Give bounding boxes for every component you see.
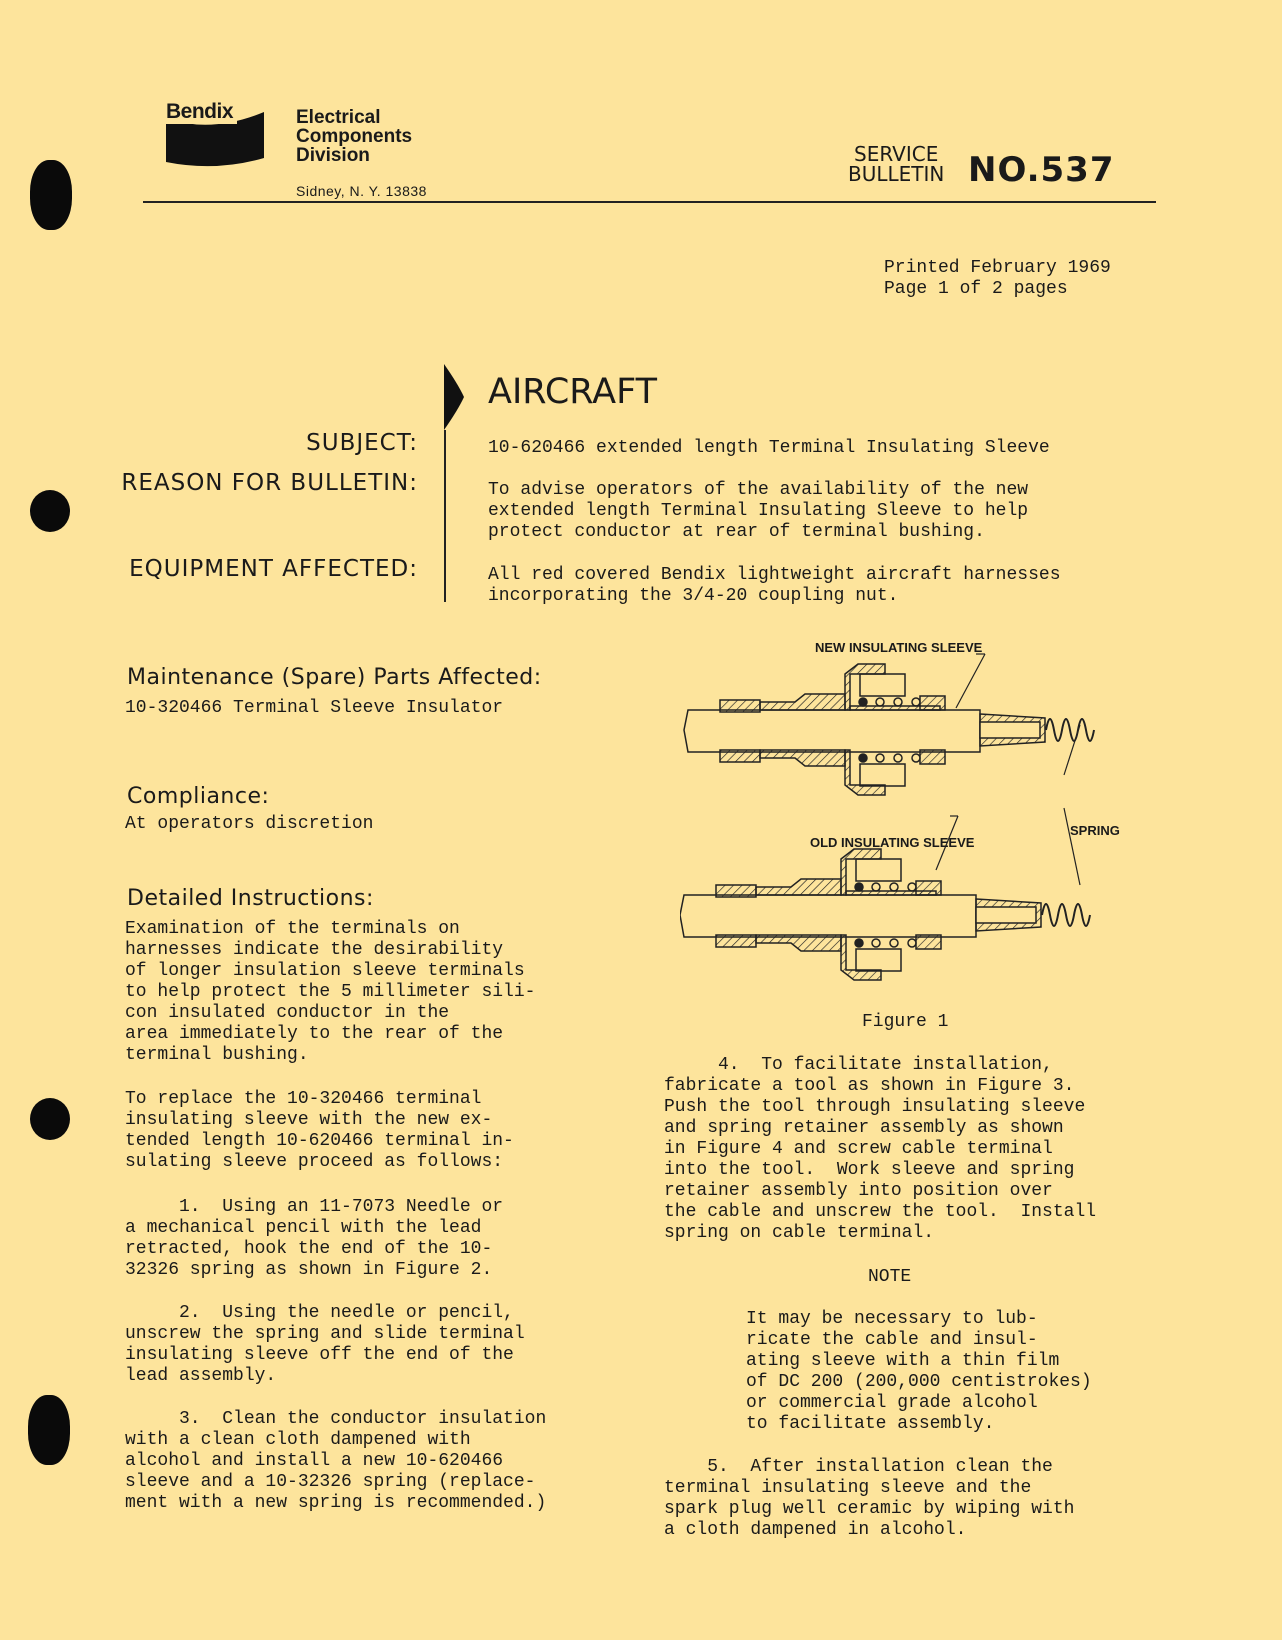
logo-text: Bendix — [166, 100, 237, 124]
text-line: Push the tool through insulating sleeve — [664, 1097, 1086, 1117]
label-spring: SPRING — [1070, 823, 1120, 838]
figure-1 — [680, 630, 1140, 1020]
reason-value: To advise operators of the availability of the new extended length Terminal Insulating Sleeve to help protect conductor at rear of terminal bushing. — [488, 480, 1029, 542]
binder-hole — [28, 1395, 70, 1465]
text-line: of DC 200 (200,000 centistrokes) — [746, 1372, 1092, 1392]
text-line: sleeve and a 10-32326 spring (replace- — [125, 1472, 536, 1492]
text-line: lead assembly. — [125, 1366, 277, 1386]
instructions-paragraph — [125, 1089, 514, 1173]
equipment-value: All red covered Bendix lightweight aircraft harnesses incorporating the 3/4-20 coupling nut. — [488, 565, 1061, 606]
field-divider — [444, 430, 446, 602]
equipment-label: EQUIPMENT AFFECTED: — [129, 556, 418, 582]
bulletin-number: NO.537 — [968, 150, 1115, 190]
printed-date: Printed February 1969 — [884, 258, 1111, 278]
text-line: and spring retainer assembly as shown — [664, 1118, 1064, 1138]
label-old-sleeve: OLD INSULATING SLEEVE — [810, 835, 975, 850]
parts-text: 10-320466 Terminal Sleeve Insulator — [125, 698, 504, 718]
division-line: Components — [296, 126, 413, 147]
instructions-heading: Detailed Instructions: — [127, 886, 374, 911]
step-5 — [664, 1457, 1074, 1541]
text-line: ricate the cable and insul- — [746, 1330, 1038, 1350]
text-line: unscrew the spring and slide terminal — [125, 1324, 525, 1344]
note-text — [746, 1309, 1092, 1435]
binder-hole — [30, 1098, 70, 1140]
text-line: retracted, hook the end of the 10- — [125, 1239, 493, 1259]
text-line: or commercial grade alcohol — [746, 1393, 1038, 1413]
binder-hole — [30, 490, 70, 532]
figure-caption: Figure 1 — [862, 1012, 949, 1032]
compliance-heading: Compliance: — [127, 784, 270, 809]
text-line: fabricate a tool as shown in Figure 3. — [664, 1076, 1075, 1096]
text-line: a cloth dampened in alcohol. — [664, 1520, 967, 1540]
text-line: insulating sleeve off the end of the — [125, 1345, 514, 1365]
bulletin-label: SERVICE BULLETIN — [848, 142, 945, 186]
category-title: AIRCRAFT — [488, 372, 658, 412]
instructions-paragraph — [125, 919, 535, 1066]
step-2 — [125, 1303, 525, 1387]
text-line: tended length 10-620466 terminal in- — [125, 1131, 514, 1151]
arrow-icon — [444, 364, 464, 435]
print-info — [884, 258, 1111, 300]
text-line: 3. Clean the conductor insulation — [125, 1409, 547, 1429]
text-line: 1. Using an 11-7073 Needle or — [125, 1197, 504, 1217]
text-line: harnesses indicate the desirability — [125, 940, 504, 960]
step-4 — [664, 1055, 1096, 1244]
text-line: of longer insulation sleeve terminals — [125, 961, 525, 981]
text-line: sulating sleeve proceed as follows: — [125, 1152, 504, 1172]
binder-hole — [30, 160, 72, 230]
text-line: spring on cable terminal. — [664, 1223, 935, 1243]
division-name — [296, 108, 412, 165]
text-line: ating sleeve with a thin film — [746, 1351, 1060, 1371]
text-line: con insulated conductor in the — [125, 1003, 450, 1023]
text-line: 2. Using the needle or pencil, — [125, 1303, 514, 1323]
text-line: Examination of the terminals on — [125, 919, 460, 939]
label-new-sleeve: NEW INSULATING SLEEVE — [815, 640, 983, 655]
text-line: To replace the 10-320466 terminal — [125, 1089, 482, 1109]
text-line: the cable and unscrew the tool. Install — [664, 1202, 1097, 1222]
text-line: area immediately to the rear of the — [125, 1024, 504, 1044]
reason-label: REASON FOR BULLETIN: — [121, 470, 418, 496]
text-line: ment with a new spring is recommended.) — [125, 1493, 547, 1513]
text-line: 4. To facilitate installation, — [664, 1055, 1053, 1075]
text-line: into the tool. Work sleeve and spring — [664, 1160, 1075, 1180]
text-line: retainer assembly into position over — [664, 1181, 1053, 1201]
text-line: to help protect the 5 millimeter sili- — [125, 982, 536, 1002]
text-line: terminal insulating sleeve and the — [664, 1478, 1032, 1498]
page-info: Page 1 of 2 pages — [884, 279, 1068, 299]
parts-heading: Maintenance (Spare) Parts Affected: — [127, 665, 542, 690]
note-title: NOTE — [868, 1267, 912, 1287]
text-line: alcohol and install a new 10-620466 — [125, 1451, 504, 1471]
subject-value: 10-620466 extended length Terminal Insulating Sleeve — [488, 438, 1050, 458]
text-line: spark plug well ceramic by wiping with — [664, 1499, 1075, 1519]
text-line: 5. After installation clean the — [664, 1457, 1053, 1477]
division-line: Division — [296, 145, 370, 166]
text-line: with a clean cloth dampened with — [125, 1430, 471, 1450]
text-line: It may be necessary to lub- — [746, 1309, 1038, 1329]
text-line: to facilitate assembly. — [746, 1414, 995, 1434]
address: Sidney, N. Y. 13838 — [296, 183, 427, 199]
bendix-logo — [166, 100, 268, 168]
text-line: 32326 spring as shown in Figure 2. — [125, 1260, 493, 1280]
subject-label: SUBJECT: — [306, 430, 418, 456]
header-rule — [143, 201, 1156, 203]
step-3 — [125, 1409, 546, 1514]
text-line: terminal bushing. — [125, 1045, 309, 1065]
old-assembly — [680, 849, 1090, 980]
division-line: Electrical — [296, 107, 381, 128]
text-line: insulating sleeve with the new ex- — [125, 1110, 493, 1130]
text-line: in Figure 4 and screw cable terminal — [664, 1139, 1053, 1159]
compliance-text: At operators discretion — [125, 814, 374, 834]
text-line: a mechanical pencil with the lead — [125, 1218, 482, 1238]
step-1 — [125, 1197, 503, 1281]
